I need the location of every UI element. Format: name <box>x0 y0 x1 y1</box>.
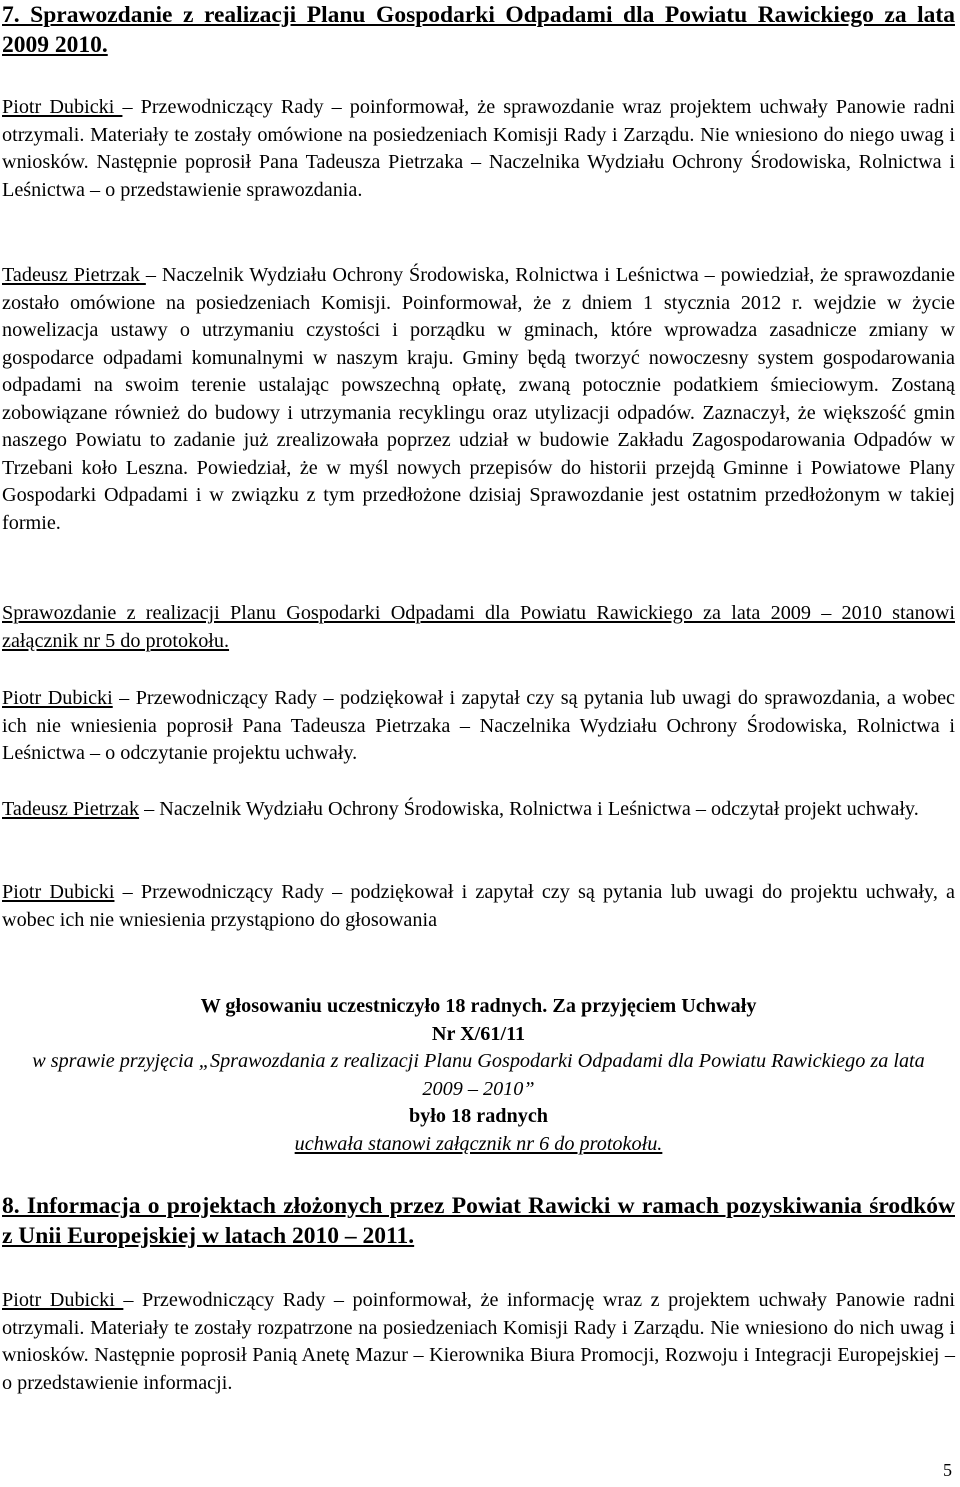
resolution-subject: w sprawie przyjęcia „Sprawozdania z realizacji Planu Gospodarki Odpadami dla Powiatu Rawickiego za lata 2009 – 2010” <box>32 1050 925 1100</box>
speaker-name: Piotr Dubicki <box>2 96 123 118</box>
speaker-name: Piotr Dubicki <box>2 1289 124 1311</box>
vote-result-block <box>2 993 955 1158</box>
vote-participants: W głosowaniu uczestniczyło 18 radnych. Za przyjęciem Uchwały <box>200 995 757 1017</box>
resolution-number: Nr X/61/11 <box>431 1022 526 1045</box>
section-7-heading: 7. Sprawozdanie z realizacji Planu Gospodarki Odpadami dla Powiatu Rawickiego za lata 2009 2010. <box>2 2 955 58</box>
paragraph-dubicki-questions: Piotr Dubicki – Przewodniczący Rady – podziękował i zapytał czy są pytania lub uwagi do sprawozdania, a wobec ich nie wniesienia poprosił Pana Tadeusza Pietrzaka – Naczelnika Wydziału Ochrony Środowiska, Rolnictwa i Leśnictwa – o odczytanie projektu uchwały. <box>2 687 955 764</box>
paragraph-dubicki-vote: Piotr Dubicki – Przewodniczący Rady – podziękował i zapytał czy są pytania lub uwagi do projektu uchwały, a wobec ich nie wniesienia przystąpiono do głosowania <box>2 881 955 931</box>
vote-count: było 18 radnych <box>408 1105 549 1127</box>
speaker-name: Tadeusz Pietrzak <box>2 264 146 286</box>
paragraph-pietrzak-reading: Tadeusz Pietrzak – Naczelnik Wydziału Ochrony Środowiska, Rolnictwa i Leśnictwa – odczytał projekt uchwały. <box>2 798 919 820</box>
paragraph-attachment-5: Sprawozdanie z realizacji Planu Gospodarki Odpadami dla Powiatu Rawickiego za lata 2009 – 2010 stanowi załącznik nr 5 do protokołu. <box>2 602 955 652</box>
speaker-name: Tadeusz Pietrzak <box>2 798 140 820</box>
paragraph-dubicki-section-8: Piotr Dubicki – Przewodniczący Rady – poinformował, że informację wraz z projektem uchwały Panowie radni otrzymali. Materiały te zostały rozpatrzone na posiedzeniach Komisji Rady i Zarządu. Nie wniesiono do nich uwag i wniosków. Następnie poprosił Panią Anetę Mazur – Kierownika Biura Promocji, Rozwoju i Integracji Europejskiej – o przedstawienie informacji. <box>2 1289 955 1394</box>
speaker-name: Piotr Dubicki <box>2 881 115 903</box>
paragraph-pietrzak-report: Tadeusz Pietrzak – Naczelnik Wydziału Ochrony Środowiska, Rolnictwa i Leśnictwa – powiedział, że sprawozdanie zostało omówione na posiedzeniach Komisji. Poinformował, że z dniem 1 stycznia 2012 r. wejdzie w życie nowelizacja ustawy o utrzymaniu czystości i porządku w gminach, które wprowadza zasadnicze zmiany w gospodarce odpadami komunalnymi w naszym kraju. Gminy będą tworzyć nowoczesny system gospodarowania odpadami na swoim terenie ustalając powszechną opłatę, zwaną potocznie podatkiem śmieciowym. Zostaną zobowiązane również do budowy i utrzymania recyklingu oraz utylizacji odpadów. Zaznaczył, że większość gmin naszego Powiatu to zadanie już zrealizowała poprzez udział w budowie Zakładu Zagospodarowania Odpadów w Trzebani koło Leszna. Powiedział, że w myśl nowych przepisów do historii przejdą Gminne i Powiatowe Plany Gospodarki Odpadami i w związku z tym przedłożone dzisiaj Sprawozdanie jest ostatnim przedłożonym w takiej formie. <box>2 264 955 534</box>
section-8-heading: 8. Informacja o projektach złożonych przez Powiat Rawicki w ramach pozyskiwania środków z Unii Europejskiej w latach 2010 – 2011. <box>2 1193 955 1249</box>
attachment-6-note: uchwała stanowi załącznik nr 6 do protokołu. <box>294 1132 663 1155</box>
speaker-name: Piotr Dubicki <box>2 687 113 709</box>
page-number: 5 <box>943 1460 952 1480</box>
paragraph-dubicki-intro: Piotr Dubicki – Przewodniczący Rady – poinformował, że sprawozdanie wraz projektem uchwały Panowie radni otrzymali. Materiały te zostały omówione na posiedzeniach Komisji Rady i Zarządu. Nie wniesiono do niego uwag i wniosków. Następnie poprosił Pana Tadeusza Pietrzaka – Naczelnika Wydziału Ochrony Środowiska, Rolnictwa i Leśnictwa – o przedstawienie sprawozdania. <box>2 96 955 201</box>
